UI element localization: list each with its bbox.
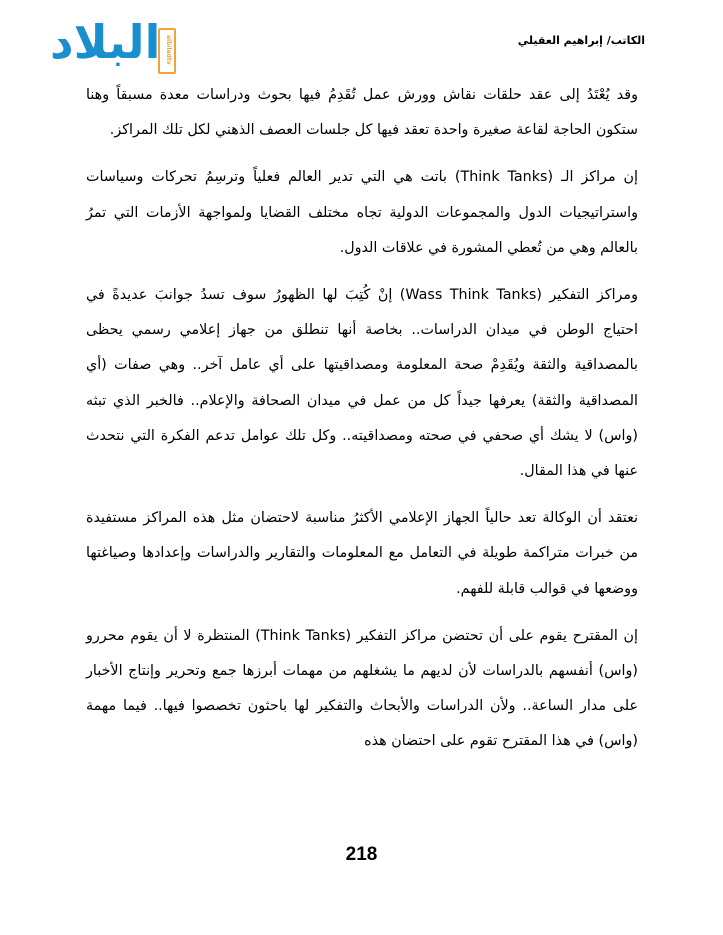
author-line: الكاتب/ إبراهيم العقيلي <box>517 34 645 47</box>
paragraph: إن مراكز الـ (Think Tanks) باتت هي التي تدير العالم فعلياً وترسِمُ تحركات وسياسات واستراتيجيات الدول والمجموعات الدولية تجاه مختلف القضايا ولمواجهة الأزمات التي تمرُ بالعالم وهي من تُعطي المشورة في علاقات الدول. <box>86 169 638 256</box>
logo-tag: albiladtv <box>165 35 172 65</box>
paragraph: ومراكز التفكير (Wass Think Tanks) إنْ كُتِبَ لها الظهورُ سوف تسدُ جوانبَ عديدةً في احتياج الوطن في ميدان الدراسات.. بخاصة أنها تنطلق من جهاز إعلامي رسمي يحظى بالمصداقية والثقة ويُقَدِمْ صحة المعلومة ومصداقيتها على أي عامل آخر.. وهي صفات (أي المصداقية والثقة) يعرفها جيداً كل من عمل في ميدان الصحافة والإعلام.. فالخبر الذي تبثه (واس) لا يشك أي صحفي في صحته ومصداقيته.. وكل تلك عوامل تدعم الفكرة التي نتحدث عنها في هذا المقال. <box>86 287 638 480</box>
paragraph: وقد يُعْتَدُ إلى عقد حلقات نقاش وورش عمل تُقَدِمُ فيها بحوث ودراسات معدة مسبقاً وهنا ستكون الحاجة لقاعة صغيرة واحدة تعقد فيها كل جلسات العصف الذهني لكل تلك المراكز. <box>86 87 638 139</box>
paragraph: نعتقد أن الوكالة تعد حالياً الجهاز الإعلامي الأكثرُ مناسبة لاحتضان مثل هذه المراكز مستفيدة من خبرات متراكمة طويلة في التعامل مع المعلومات والتقارير والدراسات وإعدادها وصياغتها ووضعها في قوالب قابلة للفهم. <box>86 510 638 597</box>
paragraph: إن المقترح يقوم على أن تحتضن مراكز التفكير (Think Tanks) المنتظرة لا أن يقوم محررو (واس) أنفسهم بالدراسات لأن لديهم ما يشغلهم من مهمات أبرزها جمع وتحرير وإنتاج الأخبار على مدار الساعة.. ولأن الدراسات والأبحاث والتفكير لها باحثون تخصصوا فيها.. فيما مهمة (واس) في هذا المقترح تقوم على احتضان هذه <box>86 627 638 750</box>
article-body <box>86 78 638 772</box>
page-number: 218 <box>345 844 378 865</box>
logo-wordmark: البلاد <box>50 15 161 69</box>
newspaper-logo <box>50 15 180 73</box>
